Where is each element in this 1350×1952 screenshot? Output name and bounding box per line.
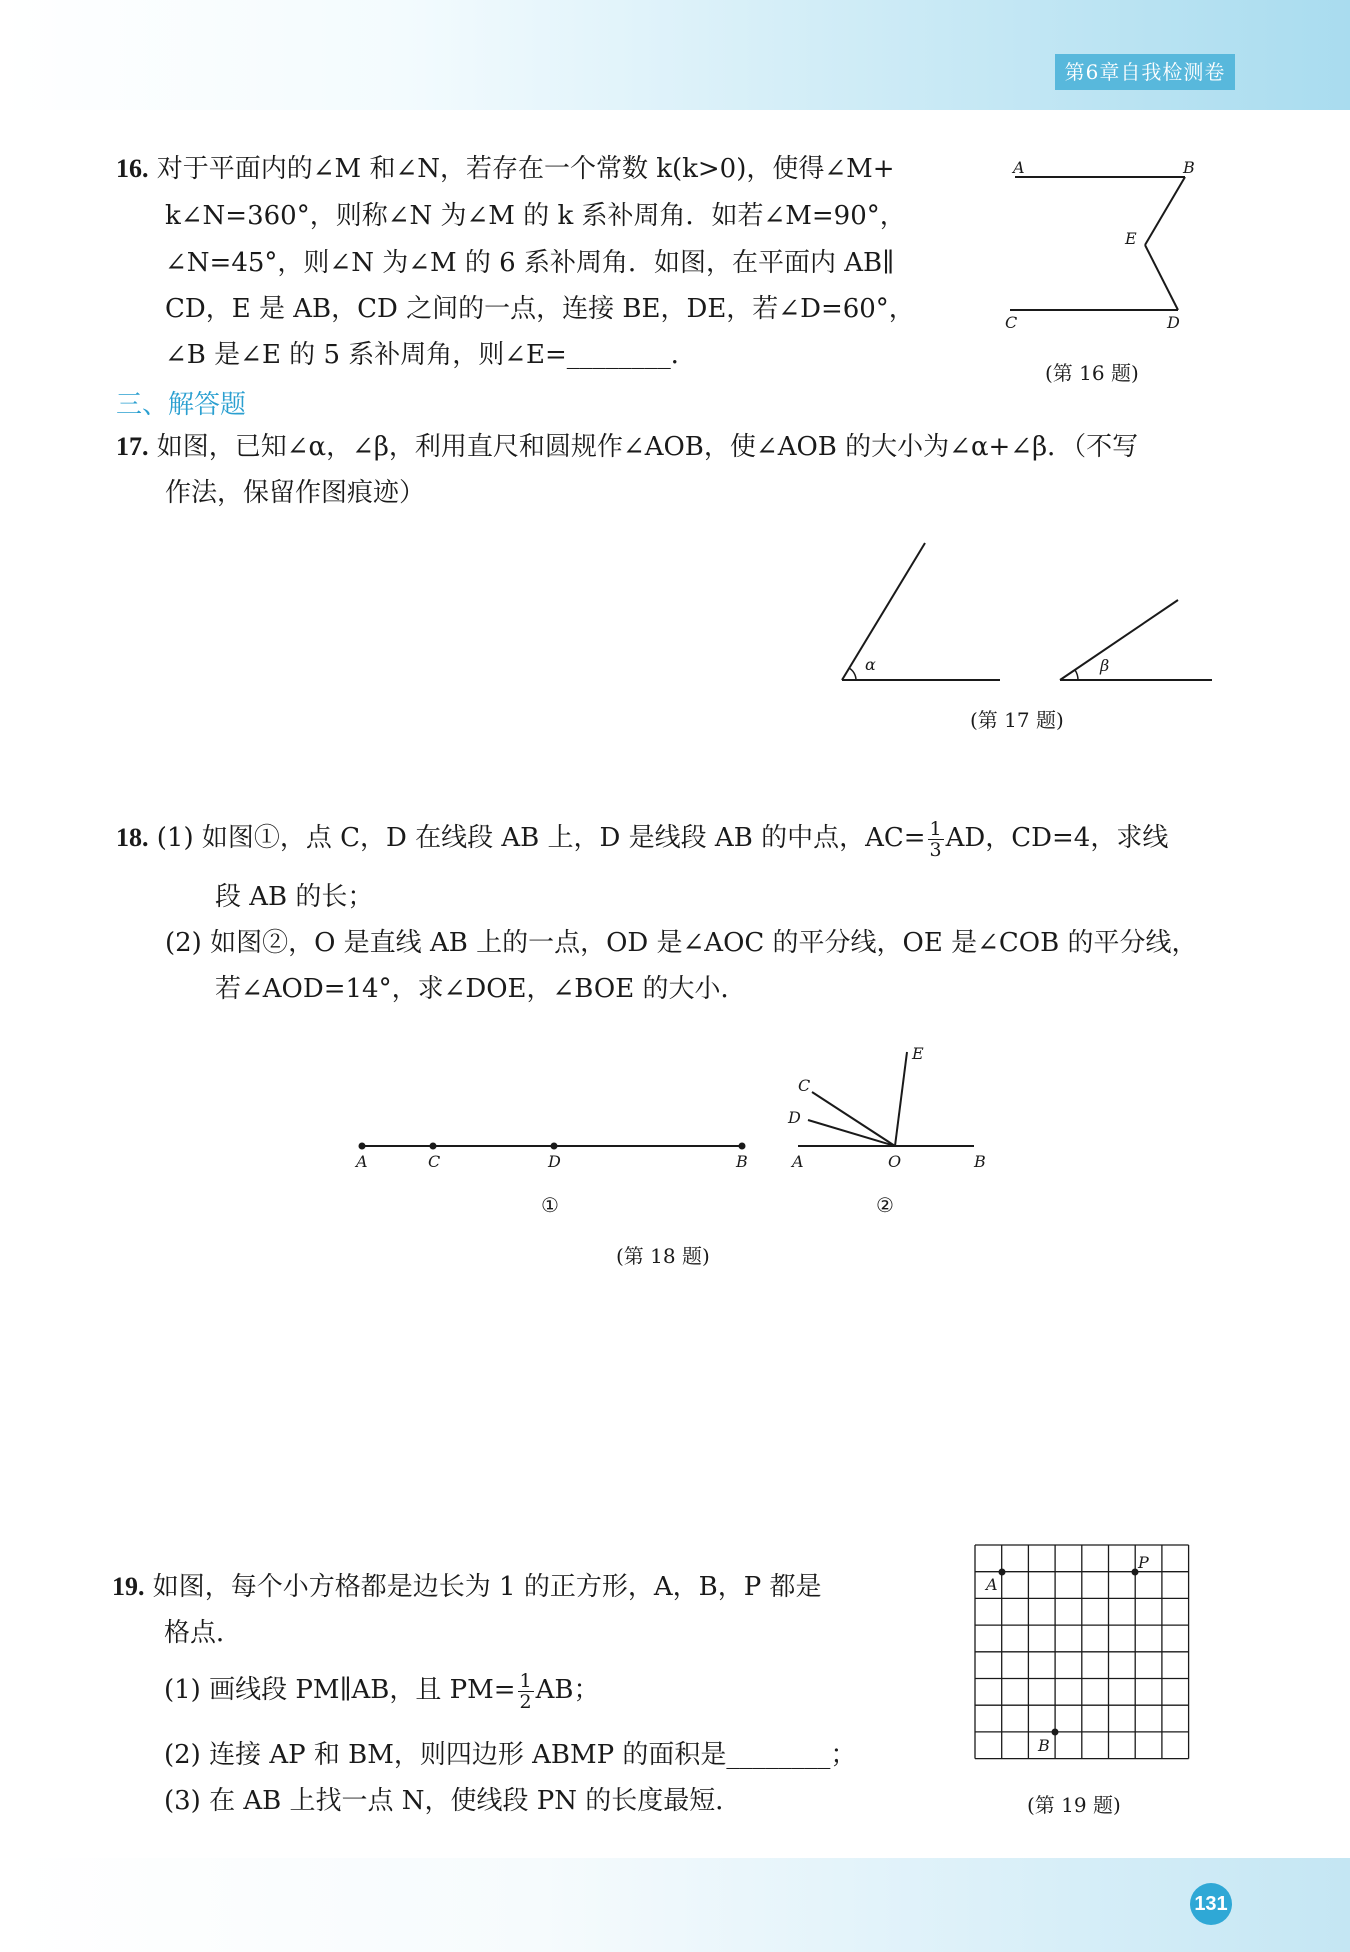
svg-text:O: O (888, 1152, 902, 1171)
q18-figures (340, 1035, 1000, 1235)
svg-text:B: B (974, 1152, 986, 1171)
svg-text:C: C (428, 1152, 441, 1171)
q18-fig2-rays (787, 1044, 986, 1217)
q16-label-b: B (1183, 158, 1195, 177)
fig2-mark: ② (876, 1193, 894, 1217)
svg-text:D: D (788, 1108, 801, 1127)
q16-line-3: ∠N=45°，则∠N 为∠M 的 6 系补周角．如图，在平面内 AB∥ (165, 248, 895, 278)
q16-figure (995, 150, 1215, 340)
alpha-label: α (865, 655, 876, 674)
section-title: 三、解答题 (116, 390, 247, 420)
q16-label-c: C (1005, 313, 1018, 332)
svg-text:B: B (736, 1152, 748, 1171)
q19-line-2: 格点． (164, 1618, 243, 1648)
beta-label: β (1100, 656, 1110, 675)
q16-number: 16. (116, 154, 149, 183)
q18-line-1: 18. (1) 如图①，点 C，D 在线段 AB 上，D 是线段 AB 的中点，AC= $\frac{1}{3}$ AD，CD=4，求线 (116, 817, 1169, 861)
q19-line-1: 19. 如图，每个小方格都是边长为 1 的正方形，A，B，P 都是 (112, 1572, 822, 1602)
q17-line-2: 作法，保留作图痕迹） (165, 478, 426, 508)
q19-fraction: $\frac{1}{2}$ (519, 1669, 532, 1713)
fig1-mark: ① (541, 1193, 559, 1217)
q16-caption: (第 16 题) (1045, 361, 1139, 385)
q17-number: 17. (116, 432, 149, 461)
angle-alpha (842, 543, 1000, 680)
q19-caption: (第 19 题) (1027, 1793, 1121, 1817)
svg-text:E: E (912, 1044, 924, 1063)
svg-text:A: A (792, 1152, 804, 1171)
q18-caption: (第 18 题) (616, 1244, 710, 1268)
q18-line-2: 段 AB 的长； (215, 882, 374, 912)
grid-label-a: A (986, 1575, 998, 1594)
angle-beta (1060, 600, 1212, 680)
q18-number: 18. (116, 823, 149, 852)
svg-text:D: D (548, 1152, 561, 1171)
q16-line-4: CD，E 是 AB，CD 之间的一点，连接 BE，DE，若∠D=60°， (165, 294, 915, 324)
grid-label-b: B (1038, 1736, 1050, 1755)
q16-label-d: D (1167, 313, 1180, 332)
q17-caption: (第 17 题) (970, 708, 1064, 732)
q16-line-5: ∠B 是∠E 的 5 系补周角，则∠E=________． (165, 340, 697, 370)
q19-part3: (3) 在 AB 上找一点 N，使线段 PN 的长度最短． (164, 1786, 742, 1816)
q18-fig1-segment (354, 1143, 748, 1218)
q19-number: 19. (112, 1572, 145, 1601)
q19-part2: (2) 连接 AP 和 BM，则四边形 ABMP 的面积是________； (164, 1740, 857, 1770)
svg-text:C: C (798, 1076, 811, 1095)
q17-line-1: 17. 如图，已知∠α，∠β，利用直尺和圆规作∠AOB，使∠AOB 的大小为∠α+∠β．（不写 (116, 432, 1139, 462)
q18-line-4: 若∠AOD=14°，求∠DOE，∠BOE 的大小． (215, 974, 747, 1004)
q18-line-3: (2) 如图②，O 是直线 AB 上的一点，OD 是∠AOC 的平分线，OE 是∠COB 的平分线， (165, 928, 1198, 958)
page-number: 131 (1190, 1883, 1232, 1925)
chapter-tag: 第6章自我检测卷 (1055, 54, 1235, 90)
q18-fraction: $\frac{1}{3}$ (929, 817, 942, 861)
q19-grid (970, 1540, 1200, 1770)
q17-figure (830, 535, 1230, 685)
q16-line-1: 16. 对于平面内的∠M 和∠N，若存在一个常数 k(k>0)，使得∠M+ (116, 154, 895, 184)
q16-line-2: k∠N=360°，则称∠N 为∠M 的 k 系补周角．如若∠M=90°， (165, 201, 906, 231)
q16-label-e: E (1125, 229, 1137, 248)
q19-part1: (1) 画线段 PM∥AB，且 PM= $\frac{1}{2}$ AB； (164, 1669, 600, 1713)
svg-text:A: A (356, 1152, 368, 1171)
grid-label-p: P (1138, 1553, 1149, 1572)
q16-label-a: A (1013, 158, 1025, 177)
footer-band (0, 1858, 1350, 1952)
